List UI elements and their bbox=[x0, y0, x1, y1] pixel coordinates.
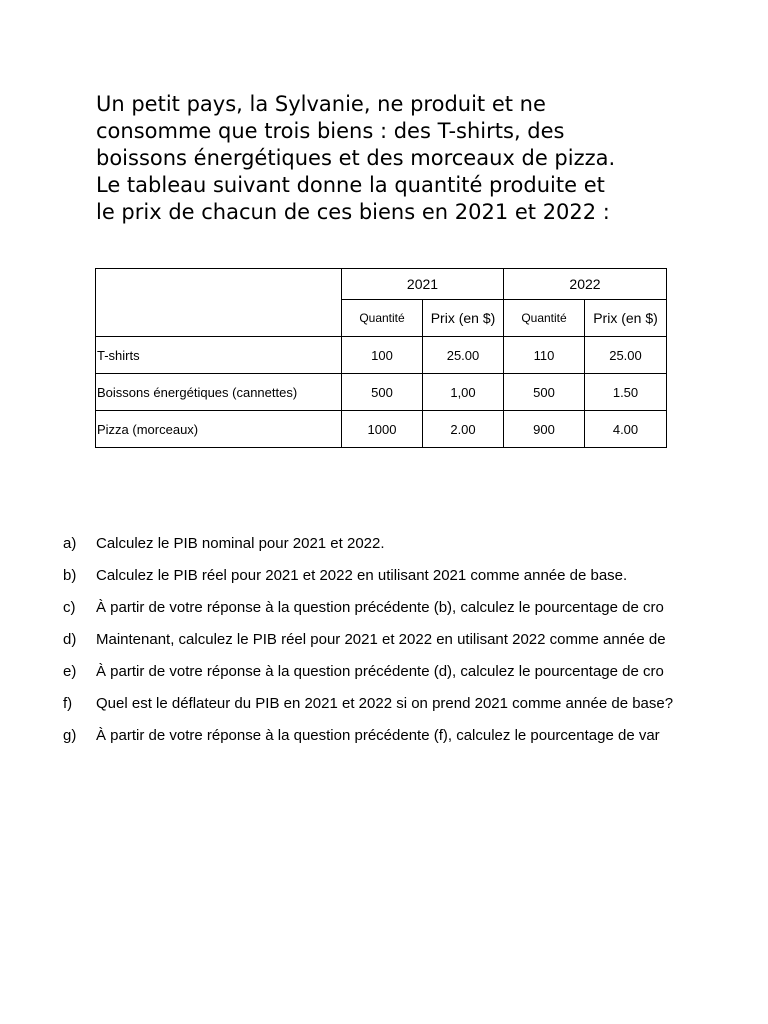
question-letter: b) bbox=[63, 567, 77, 584]
list-item bbox=[0, 565, 768, 597]
price-2022-cell: 4.00 bbox=[585, 411, 667, 448]
question-letter: a) bbox=[63, 535, 77, 552]
price-2022-cell: 25.00 bbox=[585, 337, 667, 374]
goods-table bbox=[95, 268, 667, 448]
question-letter: f) bbox=[63, 695, 73, 712]
intro-line: le prix de chacun de ces biens en 2021 et 2022 : bbox=[96, 200, 610, 224]
quantity-2021-cell: 500 bbox=[342, 374, 423, 411]
quantity-2021-cell: 1000 bbox=[342, 411, 423, 448]
list-item bbox=[0, 597, 768, 629]
row-label: T-shirts bbox=[96, 337, 342, 374]
list-item bbox=[0, 693, 768, 725]
row-label: Boissons énergétiques (cannettes) bbox=[96, 374, 342, 411]
quantity-2022-cell: 500 bbox=[504, 374, 585, 411]
row-label: Pizza (morceaux) bbox=[96, 411, 342, 448]
question-text: À partir de votre réponse à la question précédente (b), calculez le pourcentage de cro bbox=[96, 599, 664, 616]
question-letter: e) bbox=[63, 663, 77, 680]
price-header-2021: Prix (en $) bbox=[423, 300, 504, 337]
question-letter: g) bbox=[63, 727, 77, 744]
quantity-2022-cell: 110 bbox=[504, 337, 585, 374]
question-text: À partir de votre réponse à la question précédente (d), calculez le pourcentage de cro bbox=[96, 663, 664, 680]
price-2022-cell: 1.50 bbox=[585, 374, 667, 411]
table-empty-corner bbox=[96, 269, 342, 337]
intro-line: boissons énergétiques et des morceaux de pizza. bbox=[96, 146, 616, 170]
question-letter: d) bbox=[63, 631, 77, 648]
question-text: Calculez le PIB nominal pour 2021 et 2022. bbox=[96, 535, 385, 552]
question-list bbox=[0, 533, 768, 757]
price-2021-cell: 25.00 bbox=[423, 337, 504, 374]
list-item bbox=[0, 661, 768, 693]
question-text: Quel est le déflateur du PIB en 2021 et 2022 si on prend 2021 comme année de base? bbox=[96, 695, 674, 712]
intro-line: consomme que trois biens : des T-shirts, des bbox=[96, 119, 565, 143]
question-text: À partir de votre réponse à la question précédente (f), calculez le pourcentage de var bbox=[96, 727, 660, 744]
list-item bbox=[0, 725, 768, 757]
quantity-header-2022: Quantité bbox=[504, 300, 585, 337]
intro-paragraph bbox=[96, 91, 736, 226]
table-row bbox=[96, 411, 667, 448]
quantity-2022-cell: 900 bbox=[504, 411, 585, 448]
quantity-2021-cell: 100 bbox=[342, 337, 423, 374]
question-letter: c) bbox=[63, 599, 76, 616]
table-row bbox=[96, 374, 667, 411]
question-text: Calculez le PIB réel pour 2021 et 2022 en utilisant 2021 comme année de base. bbox=[96, 567, 628, 584]
intro-line: Un petit pays, la Sylvanie, ne produit et ne bbox=[96, 92, 546, 116]
intro-line: Le tableau suivant donne la quantité produite et bbox=[96, 173, 605, 197]
quantity-header-2021: Quantité bbox=[342, 300, 423, 337]
question-text: Maintenant, calculez le PIB réel pour 2021 et 2022 en utilisant 2022 comme année de bbox=[96, 631, 666, 648]
year-2022-header: 2022 bbox=[504, 269, 667, 300]
price-header-2022: Prix (en $) bbox=[585, 300, 667, 337]
price-2021-cell: 1,00 bbox=[423, 374, 504, 411]
year-2021-header: 2021 bbox=[342, 269, 504, 300]
list-item bbox=[0, 533, 768, 565]
list-item bbox=[0, 629, 768, 661]
table-row bbox=[96, 337, 667, 374]
table-year-header-row bbox=[96, 269, 667, 300]
price-2021-cell: 2.00 bbox=[423, 411, 504, 448]
